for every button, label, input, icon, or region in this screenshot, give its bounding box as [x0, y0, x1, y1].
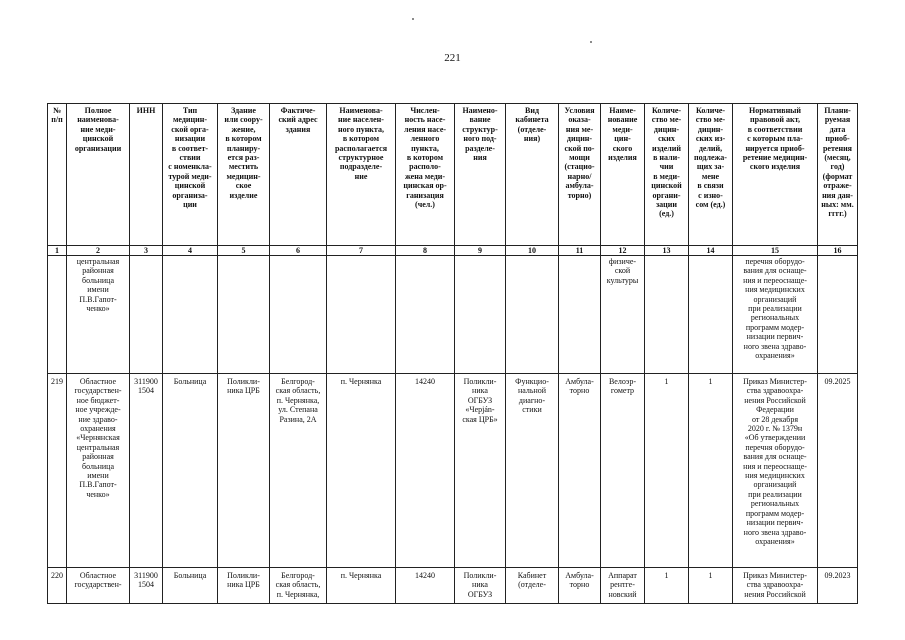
cell-legal-act: перечня оборудо- вания для оснаще- ния и переоснаще- ния медицинских организаций при реализации региональных программ модер- низации первич- ного звена здраво- охранения»: [733, 256, 818, 374]
header-row: [48, 104, 858, 246]
cell-qty-replace: 1: [689, 374, 733, 568]
cell-device: Велоэр- гометр: [601, 374, 645, 568]
continuation-row: [48, 256, 858, 374]
scan-speck: [590, 41, 592, 43]
header-cell-conditions: Условия оказа- ния ме- дицин- ской по- мощи (стацио- нарно/ амбула- торно): [559, 104, 601, 246]
cell-organization: центральная районная больница имени П.В.Гапот- ченко»: [67, 256, 130, 374]
column-number: 11: [559, 246, 601, 256]
column-number: 6: [270, 246, 327, 256]
header-cell-date: Плани- руемая дата приоб- ретения (месяц, год) (формат отраже- ния дан- ных: мм. гггг.): [818, 104, 858, 246]
cell-device: Аппарат рентге- новский: [601, 568, 645, 604]
cell-org-type: Больница: [163, 374, 218, 568]
table-cell: [130, 256, 163, 374]
cell-legal-act: Приказ Министер- ства здравоохра- нения Российской Федерации от 28 декабря 2020 г. № 1379н «Об утверждении перечня оборудо- вания для оснаще- ния и переоснаще- ния медицинских организаций при реализации региональных программ модер- низации первич- ного звена здраво- охранения»: [733, 374, 818, 568]
header-cell-qty-have: Количе- ство ме- дицин- ских изделий в нали- чии в меди- цинской органи- зации (ед.): [645, 104, 689, 246]
page-number: 221: [444, 52, 461, 64]
column-number-row: [48, 246, 858, 256]
header-cell-inn: ИНН: [130, 104, 163, 246]
header-cell-legal-act: Нормативный правовой акт, в соответствии с которым пла- нируется приоб- ретение медицин- ского изделия: [733, 104, 818, 246]
cell-address: Белгород- ская область, п. Чернянка,: [270, 568, 327, 604]
cell-organization: Областное государствен-: [67, 568, 130, 604]
table-row: [48, 374, 858, 568]
cell-population: 14240: [396, 374, 455, 568]
table-cell: [48, 256, 67, 374]
table-row: [48, 568, 858, 604]
header-cell-settlement: Наименова- ние населен- ного пункта, в котором располагается структурное подразделе- ние: [327, 104, 396, 246]
cell-date: 09.2025: [818, 374, 858, 568]
cell-cabinet: Кабинет (отделе-: [506, 568, 559, 604]
cell-num: 220: [48, 568, 67, 604]
cell-building: Поликли- ника ЦРБ: [218, 568, 270, 604]
header-cell-population: Числен- ность насе- ления насе- ленного пункта, в котором располо- жена меди- цинская ор- ганизация (чел.): [396, 104, 455, 246]
column-number: 16: [818, 246, 858, 256]
column-number: 13: [645, 246, 689, 256]
header-cell-num: № п/п: [48, 104, 67, 246]
cell-population: 14240: [396, 568, 455, 604]
header-cell-building: Здание или соору- жение, в котором планиру- ется раз- местить медицин- ское изделие: [218, 104, 270, 246]
cell-qty-replace: 1: [689, 568, 733, 604]
cell-building: Поликли- ника ЦРБ: [218, 374, 270, 568]
column-number: 9: [455, 246, 506, 256]
table-cell: [689, 256, 733, 374]
column-number: 12: [601, 246, 645, 256]
header-cell-address: Фактиче- ский адрес здания: [270, 104, 327, 246]
cell-settlement: п. Чернянка: [327, 374, 396, 568]
cell-conditions: Амбула- торно: [559, 374, 601, 568]
cell-org-type: Больница: [163, 568, 218, 604]
cell-cabinet: Функцио- нальной диагно- стики: [506, 374, 559, 568]
cell-inn: 311900 1504: [130, 374, 163, 568]
column-number: 5: [218, 246, 270, 256]
column-number: 14: [689, 246, 733, 256]
column-number: 1: [48, 246, 67, 256]
column-number: 2: [67, 246, 130, 256]
column-number: 15: [733, 246, 818, 256]
table-cell: [396, 256, 455, 374]
scan-speck: [412, 18, 414, 20]
cell-legal-act: Приказ Министер- ства здравоохра- нения Российской: [733, 568, 818, 604]
column-number: 4: [163, 246, 218, 256]
cell-date: 09.2023: [818, 568, 858, 604]
table-cell: [218, 256, 270, 374]
table-cell: [818, 256, 858, 374]
cell-settlement: п. Чернянка: [327, 568, 396, 604]
header-cell-org-type: Тип медицин- ской орга- низации в соответ- ствии с номенкла- турой меди- цинской организа- ции: [163, 104, 218, 246]
header-cell-cabinet: Вид кабинета (отделе- ния): [506, 104, 559, 246]
cell-qty-have: 1: [645, 568, 689, 604]
table-cell: [455, 256, 506, 374]
cell-num: 219: [48, 374, 67, 568]
cell-organization: Областное государствен- ное бюджет- ное учрежде- ние здраво- охранения «Чернянская центральная районная больница имени П.В.Гапот- ченко»: [67, 374, 130, 568]
table-cell: [506, 256, 559, 374]
table-cell: [559, 256, 601, 374]
header-cell-device: Наиме- нование меди- цин- ского изделия: [601, 104, 645, 246]
column-number: 3: [130, 246, 163, 256]
column-number: 7: [327, 246, 396, 256]
table-cell: [327, 256, 396, 374]
cell-qty-have: 1: [645, 374, 689, 568]
header-cell-subdivision: Наимено- вание структур- ного под- разделе- ния: [455, 104, 506, 246]
cell-subdivision: Поликли- ника ОГБУЗ «Черján- ская ЦРБ»: [455, 374, 506, 568]
equipment-table: [47, 103, 858, 604]
table-cell: [163, 256, 218, 374]
column-number: 8: [396, 246, 455, 256]
cell-conditions: Амбула- торно: [559, 568, 601, 604]
cell-subdivision: Поликли- ника ОГБУЗ: [455, 568, 506, 604]
header-cell-qty-replace: Количе- ство ме- дицин- ских из- делий, подлежа- щих за- мене в связи с изно- сом (ед.): [689, 104, 733, 246]
cell-address: Белгород- ская область, п. Чернянка, ул. Степана Разина, 2А: [270, 374, 327, 568]
table-cell: [270, 256, 327, 374]
column-number: 10: [506, 246, 559, 256]
cell-inn: 311900 1504: [130, 568, 163, 604]
table-cell: [645, 256, 689, 374]
header-cell-organization: Полное наименова- ние меди- цинской организации: [67, 104, 130, 246]
cell-device: физиче- ской культуры: [601, 256, 645, 374]
